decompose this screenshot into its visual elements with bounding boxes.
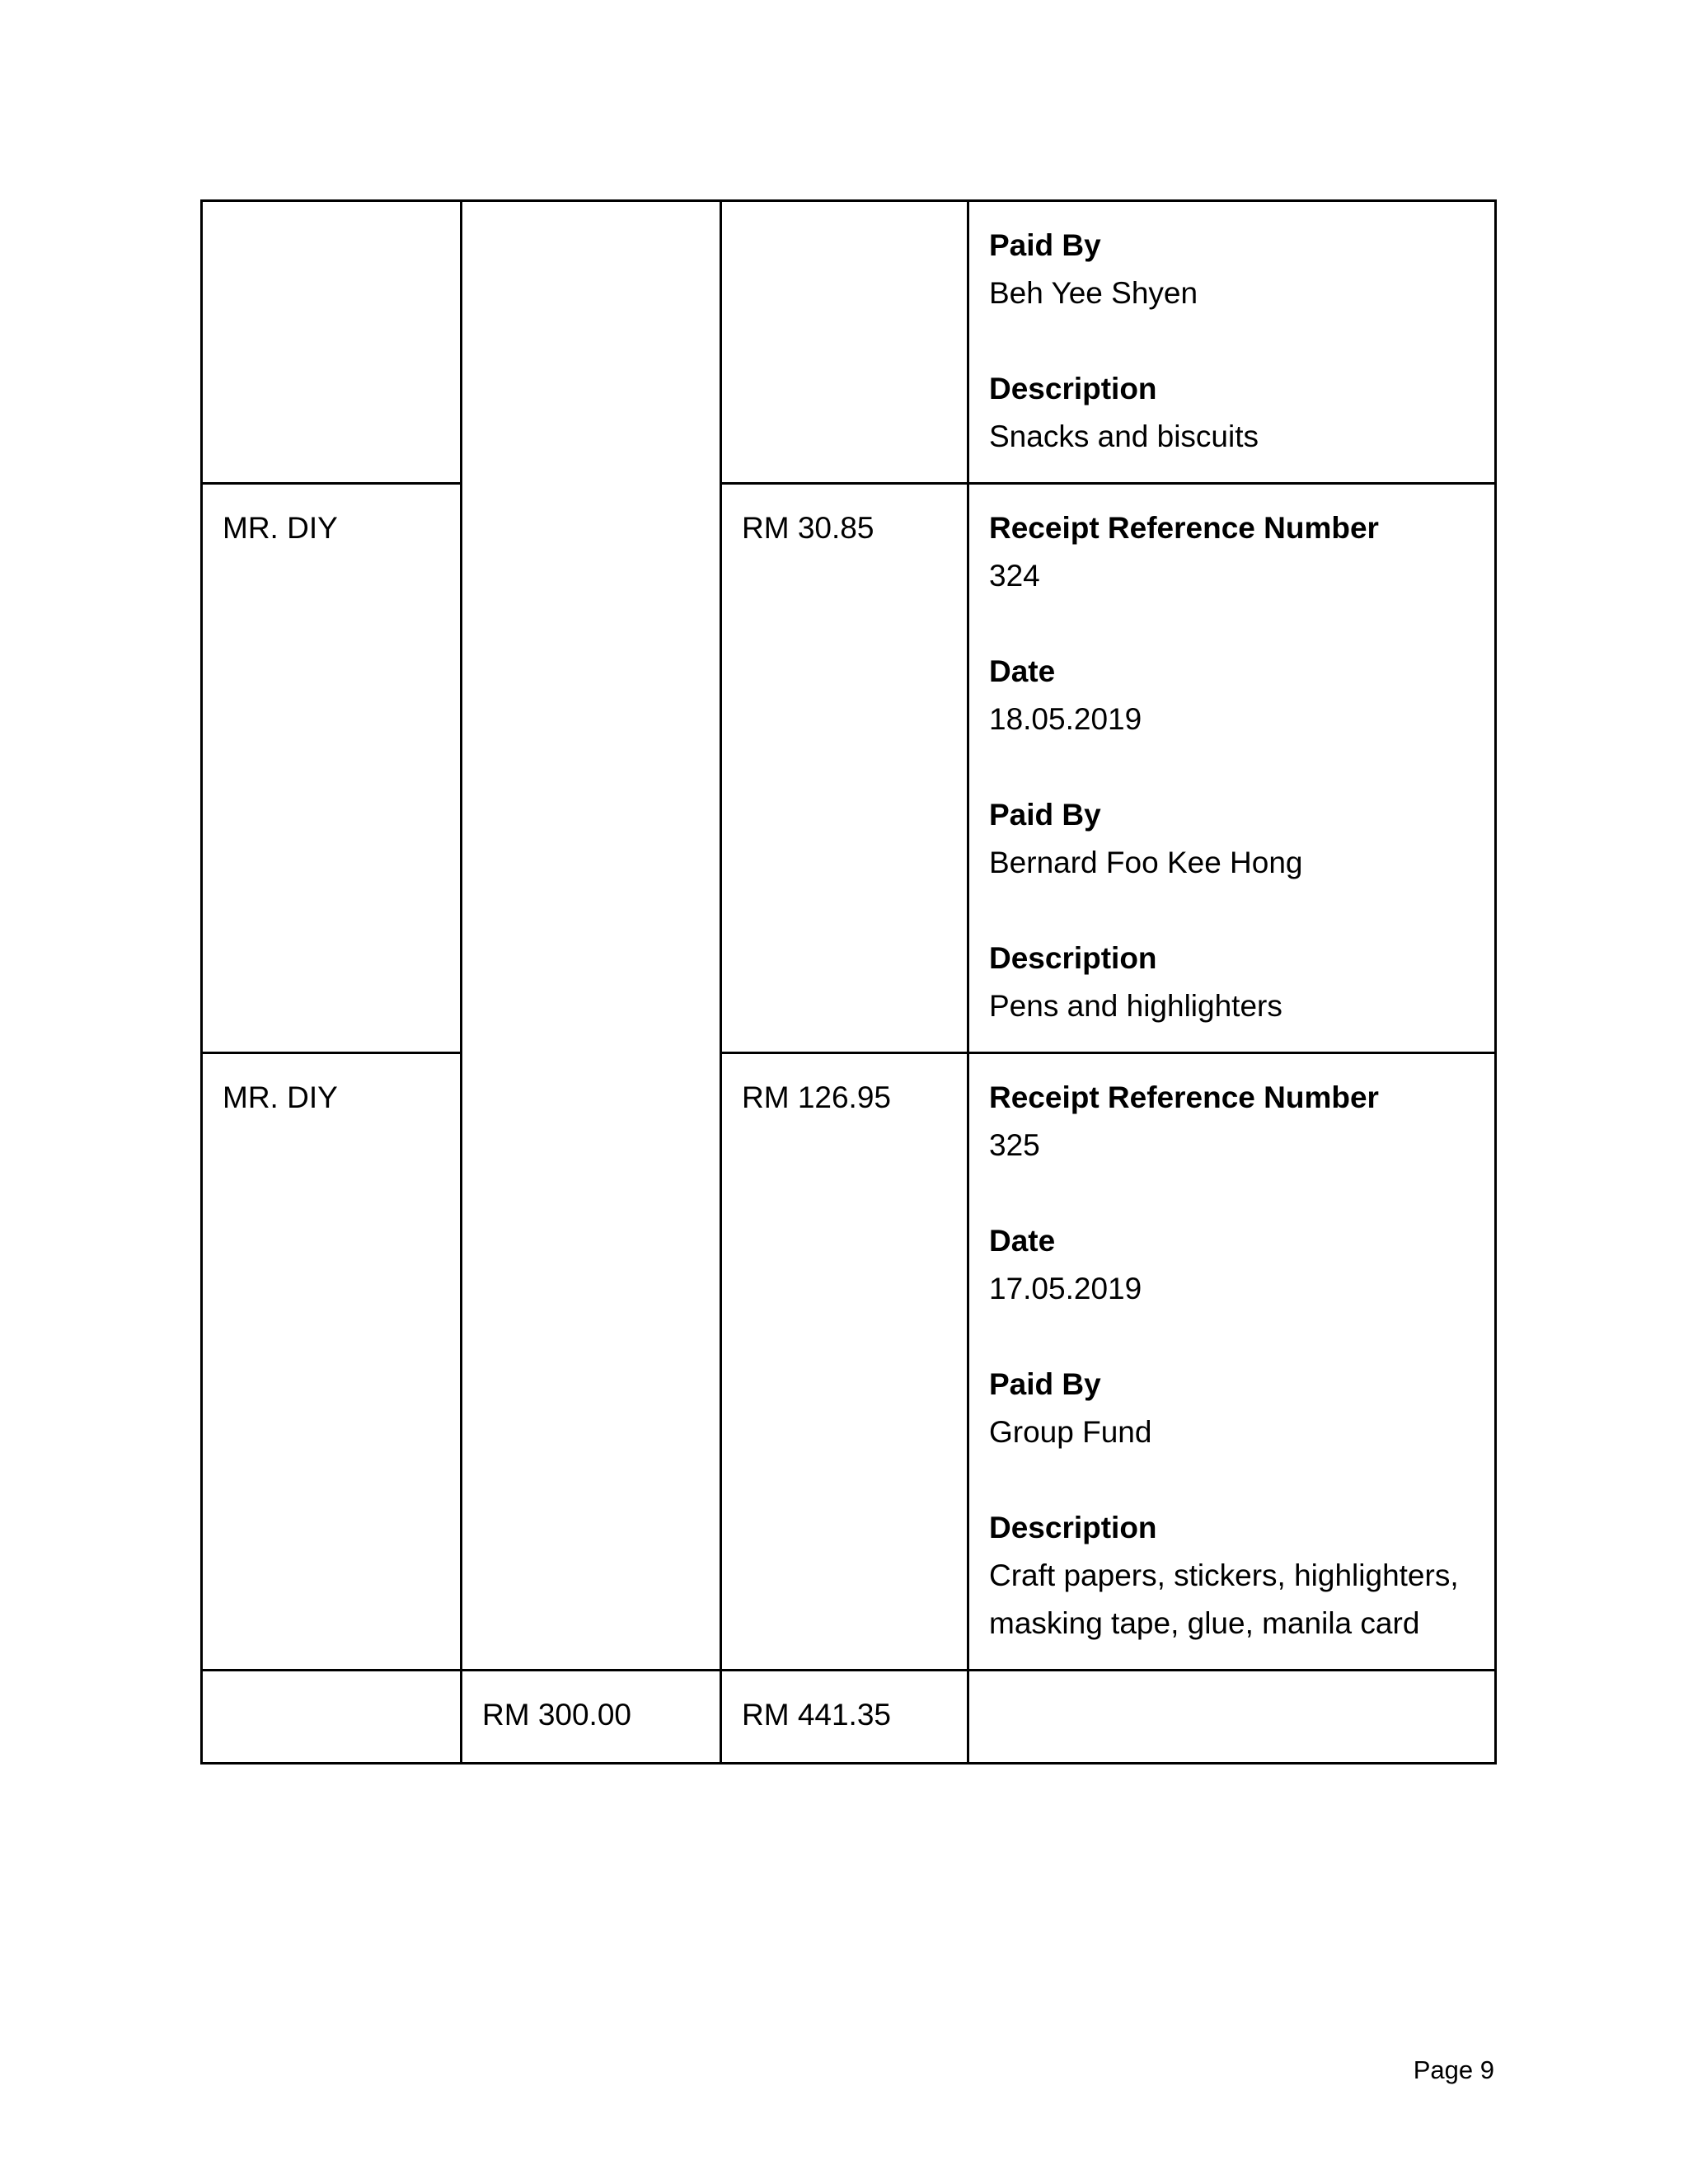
paid-by-field xyxy=(989,791,1475,887)
description-value: Pens and highlighters xyxy=(989,989,1282,1023)
budget-total-cell: RM 300.00 xyxy=(462,1671,721,1764)
description-field xyxy=(989,935,1475,1030)
amount-cell: RM 30.85 xyxy=(721,484,968,1053)
details-cell xyxy=(968,201,1496,484)
receipt-field xyxy=(989,1074,1475,1169)
date-field xyxy=(989,1217,1475,1313)
paid-by-label: Paid By xyxy=(989,798,1101,832)
paid-by-value: Bernard Foo Kee Hong xyxy=(989,846,1303,879)
budget-cell xyxy=(462,201,721,1671)
paid-by-label: Paid By xyxy=(989,1367,1101,1401)
amount-cell xyxy=(721,201,968,484)
description-field xyxy=(989,1504,1475,1647)
description-label: Description xyxy=(989,372,1157,405)
description-field xyxy=(989,365,1475,461)
details-cell xyxy=(968,484,1496,1053)
date-field xyxy=(989,648,1475,743)
amount-total-cell: RM 441.35 xyxy=(721,1671,968,1764)
paid-by-field xyxy=(989,1361,1475,1456)
date-value: 17.05.2019 xyxy=(989,1272,1142,1305)
details-cell xyxy=(968,1053,1496,1671)
receipt-value: 324 xyxy=(989,559,1040,593)
receipt-label: Receipt Reference Number xyxy=(989,1080,1379,1114)
date-label: Date xyxy=(989,654,1056,688)
amount-cell: RM 126.95 xyxy=(721,1053,968,1671)
expense-table xyxy=(200,199,1497,1765)
description-value: Snacks and biscuits xyxy=(989,419,1259,453)
paid-by-field xyxy=(989,222,1475,317)
vendor-cell xyxy=(202,201,462,484)
page-number: Page 9 xyxy=(1413,2055,1494,2084)
paid-by-label: Paid By xyxy=(989,228,1101,262)
receipt-field xyxy=(989,504,1475,600)
description-label: Description xyxy=(989,1511,1157,1544)
table-row xyxy=(202,1053,1496,1671)
totals-empty-cell xyxy=(202,1671,462,1764)
vendor-cell: MR. DIY xyxy=(202,484,462,1053)
paid-by-value: Group Fund xyxy=(989,1415,1152,1449)
vendor-cell: MR. DIY xyxy=(202,1053,462,1671)
date-label: Date xyxy=(989,1224,1056,1258)
table-row xyxy=(202,484,1496,1053)
description-label: Description xyxy=(989,941,1157,975)
paid-by-value: Beh Yee Shyen xyxy=(989,276,1198,310)
totals-details-cell xyxy=(968,1671,1496,1764)
receipt-value: 325 xyxy=(989,1128,1040,1162)
totals-row xyxy=(202,1671,1496,1764)
receipt-label: Receipt Reference Number xyxy=(989,511,1379,545)
date-value: 18.05.2019 xyxy=(989,702,1142,736)
description-value: Craft papers, stickers, highlighters, masking tape, glue, manila card xyxy=(989,1558,1459,1640)
table-row xyxy=(202,201,1496,484)
